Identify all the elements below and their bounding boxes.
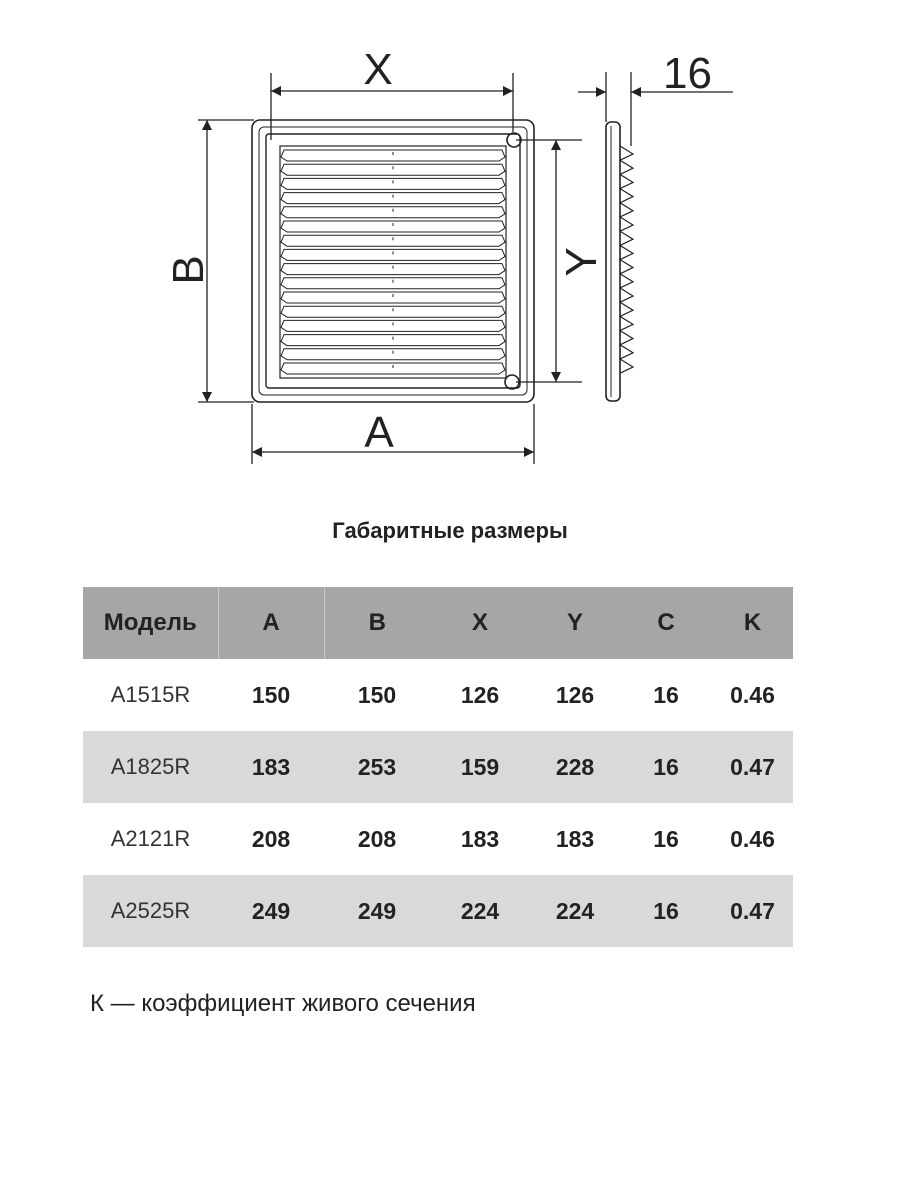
cell-a: 183: [218, 731, 324, 803]
louver-slats: [281, 150, 505, 374]
cell-x: 126: [460, 681, 500, 708]
cell-y: 228: [530, 731, 620, 803]
cell-x: 183: [460, 825, 500, 852]
cell-y: 224: [530, 875, 620, 947]
cell-x: 224: [430, 875, 530, 947]
header-x: X: [430, 587, 530, 659]
louver-slat: [281, 235, 505, 246]
cell-b: 208: [357, 825, 397, 852]
dimension-lines: [198, 72, 733, 464]
label-x: X: [363, 45, 393, 94]
table-header-row: [83, 587, 793, 659]
louver-slat: [281, 335, 505, 346]
cell-c: 16: [620, 731, 712, 803]
cell-model: A1515R: [110, 682, 191, 707]
louver-slat: [281, 221, 505, 232]
louver-slat: [281, 178, 505, 189]
louver-slat: [281, 349, 505, 360]
louver-slat: [281, 193, 505, 204]
cell-a: 150: [251, 681, 291, 708]
inner-frame: [266, 134, 520, 388]
table-row: [83, 731, 793, 803]
label-depth: 16: [663, 49, 712, 98]
cell-k: 0.47: [712, 875, 793, 947]
side-louver-fins: [620, 146, 633, 373]
label-a: A: [364, 408, 394, 457]
table-row: [83, 875, 793, 947]
louver-slat: [281, 207, 505, 218]
cell-a: 249: [218, 875, 324, 947]
cell-k: 0.47: [712, 731, 793, 803]
cell-b: 253: [324, 731, 430, 803]
front-view: [252, 120, 534, 402]
cell-model: A1825R: [83, 731, 218, 803]
header-a: A: [218, 587, 324, 659]
cell-y: 126: [555, 681, 595, 708]
cell-a: 208: [251, 825, 291, 852]
header-c: C: [620, 587, 712, 659]
header-y: Y: [530, 587, 620, 659]
cell-k: 0.46: [730, 681, 775, 708]
cell-x: 159: [430, 731, 530, 803]
header-k: K: [712, 587, 793, 659]
louver-slat: [281, 306, 505, 317]
cell-c: 16: [653, 681, 679, 708]
table-row: [83, 659, 793, 731]
cell-b: 249: [324, 875, 430, 947]
cell-c: 16: [620, 875, 712, 947]
louver-slat: [281, 292, 505, 303]
cell-b: 150: [357, 681, 397, 708]
cell-c: 16: [653, 825, 679, 852]
cell-model: A2525R: [83, 875, 218, 947]
louver-slat: [281, 320, 505, 331]
grille-dimension-drawing: [0, 0, 900, 480]
louver-slat: [281, 278, 505, 289]
louver-slat: [281, 264, 505, 275]
louver-slat: [281, 363, 505, 374]
louver-slat: [281, 164, 505, 175]
cell-y: 183: [555, 825, 595, 852]
label-y: Y: [557, 247, 606, 277]
table-row: [83, 803, 793, 875]
cell-model: A2121R: [110, 826, 191, 851]
louver-slat: [281, 150, 505, 161]
header-b: B: [324, 587, 430, 659]
louver-slat: [281, 249, 505, 260]
section-title: Габаритные размеры: [332, 518, 568, 543]
header-model: Модель: [83, 587, 218, 659]
cell-k: 0.46: [730, 825, 775, 852]
side-view: [606, 122, 633, 401]
dimensions-table: [83, 587, 793, 947]
side-frame: [606, 122, 620, 401]
footnote: К — коэффициент живого сечения: [90, 990, 476, 1017]
label-b: B: [164, 255, 213, 285]
